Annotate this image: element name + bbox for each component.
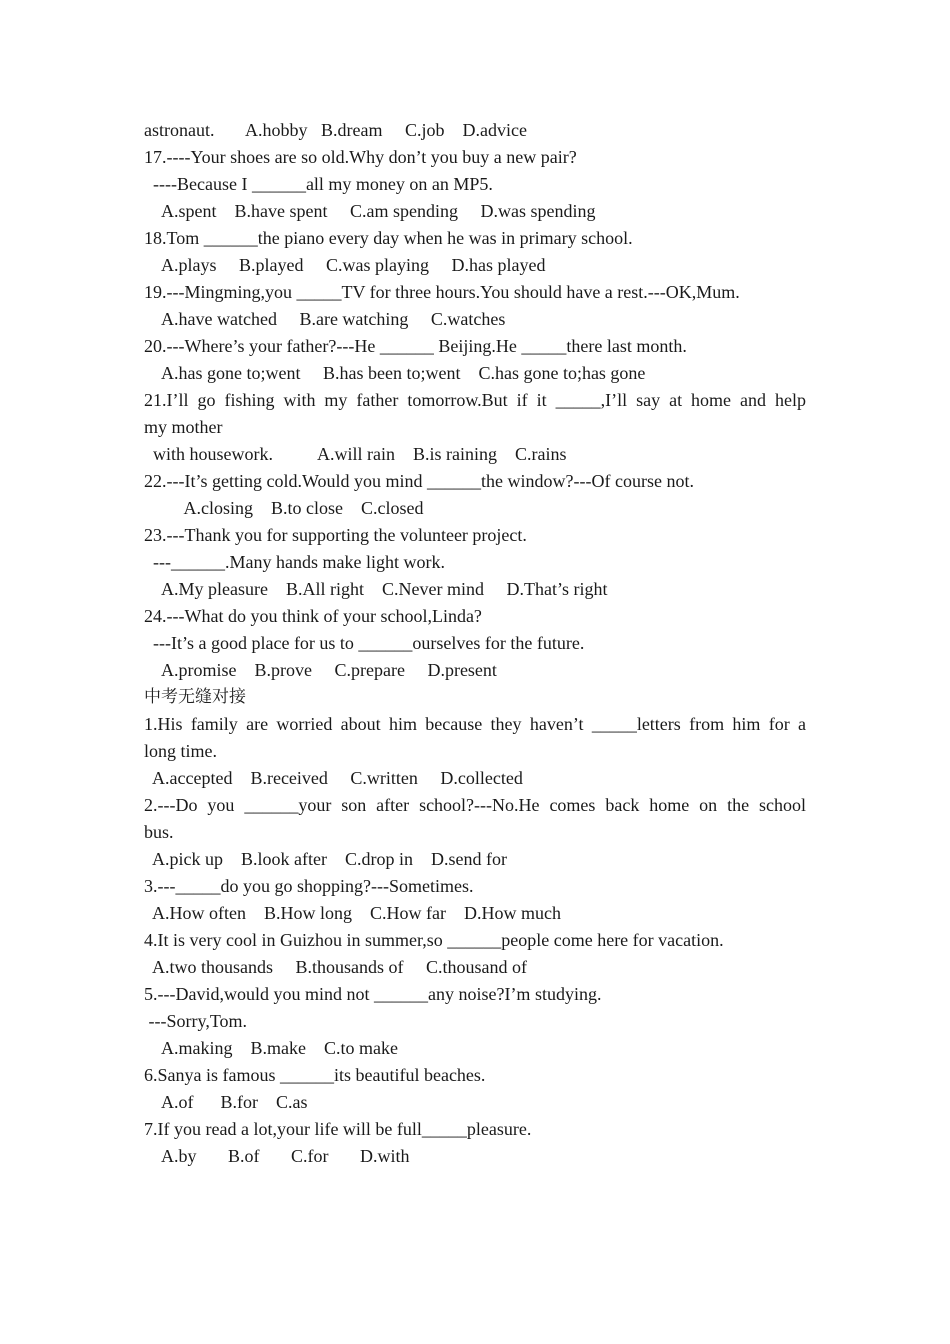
exam-question-4: 4.It is very cool in Guizhou in summer,so ______people come here for vacation. [144, 930, 724, 950]
question-22: 22.---It’s getting cold.Would you mind ______the window?---Of course not. [144, 471, 694, 491]
exam-question-7: 7.If you read a lot,your life will be full_____pleasure. [144, 1119, 532, 1139]
exam-question-5: 5.---David,would you mind not ______any noise?I’m studying. [144, 984, 602, 1004]
text-line: ---It’s a good place for us to ______ourselves for the future. [144, 633, 585, 653]
options-line: A.promise B.prove C.prepare D.present [144, 660, 497, 680]
options-line: A.plays B.played C.was playing D.has played [144, 255, 546, 275]
options-line: A.accepted B.received C.written D.collected [144, 768, 523, 788]
options-line: A.spent B.have spent C.am spending D.was spending [144, 201, 596, 221]
options-line: A.two thousands B.thousands of C.thousand of [144, 957, 528, 977]
text-line: bus. [144, 822, 174, 842]
section-heading: 中考无缝对接 [144, 687, 246, 707]
exam-question-1: 1.His family are worried about him because they haven’t _____letters from him for a [144, 714, 806, 734]
options-line: A.My pleasure B.All right C.Never mind D.That’s right [144, 579, 608, 599]
options-line: A.making B.make C.to make [144, 1038, 398, 1058]
text-line: ----Because I ______all my money on an MP5. [144, 174, 493, 194]
text-line: ---Sorry,Tom. [144, 1011, 248, 1031]
question-21: 21.I’ll go fishing with my father tomorrow.But if it _____,I’ll say at home and help [144, 390, 806, 410]
question-24: 24.---What do you think of your school,Linda? [144, 606, 482, 626]
question-18: 18.Tom ______the piano every day when he was in primary school. [144, 228, 633, 248]
document-page [144, 117, 806, 1170]
exam-question-3: 3.---_____do you go shopping?---Sometimes. [144, 876, 474, 896]
question-23: 23.---Thank you for supporting the volunteer project. [144, 525, 527, 545]
text-line: astronaut. A.hobby B.dream C.job D.advice [144, 120, 527, 140]
text-line: my mother [144, 417, 223, 437]
question-19: 19.---Mingming,you _____TV for three hours.You should have a rest.---OK,Mum. [144, 282, 740, 302]
options-line: A.by B.of C.for D.with [144, 1146, 410, 1166]
options-line: A.of B.for C.as [144, 1092, 308, 1112]
question-20: 20.---Where’s your father?---He ______ Beijing.He _____there last month. [144, 336, 687, 356]
question-17: 17.----Your shoes are so old.Why don’t you buy a new pair? [144, 147, 577, 167]
options-line: A.How often B.How long C.How far D.How much [144, 903, 561, 923]
text-line: long time. [144, 741, 217, 761]
text-line: ---______.Many hands make light work. [144, 552, 445, 572]
options-line: A.closing B.to close C.closed [144, 498, 424, 518]
options-line: A.have watched B.are watching C.watches [144, 309, 506, 329]
options-line: A.has gone to;went B.has been to;went C.has gone to;has gone [144, 363, 646, 383]
exam-question-6: 6.Sanya is famous ______its beautiful beaches. [144, 1065, 486, 1085]
options-line: with housework. A.will rain B.is raining C.rains [144, 444, 567, 464]
options-line: A.pick up B.look after C.drop in D.send for [144, 849, 507, 869]
exam-question-2: 2.---Do you ______your son after school?---No.He comes back home on the school [144, 795, 806, 815]
